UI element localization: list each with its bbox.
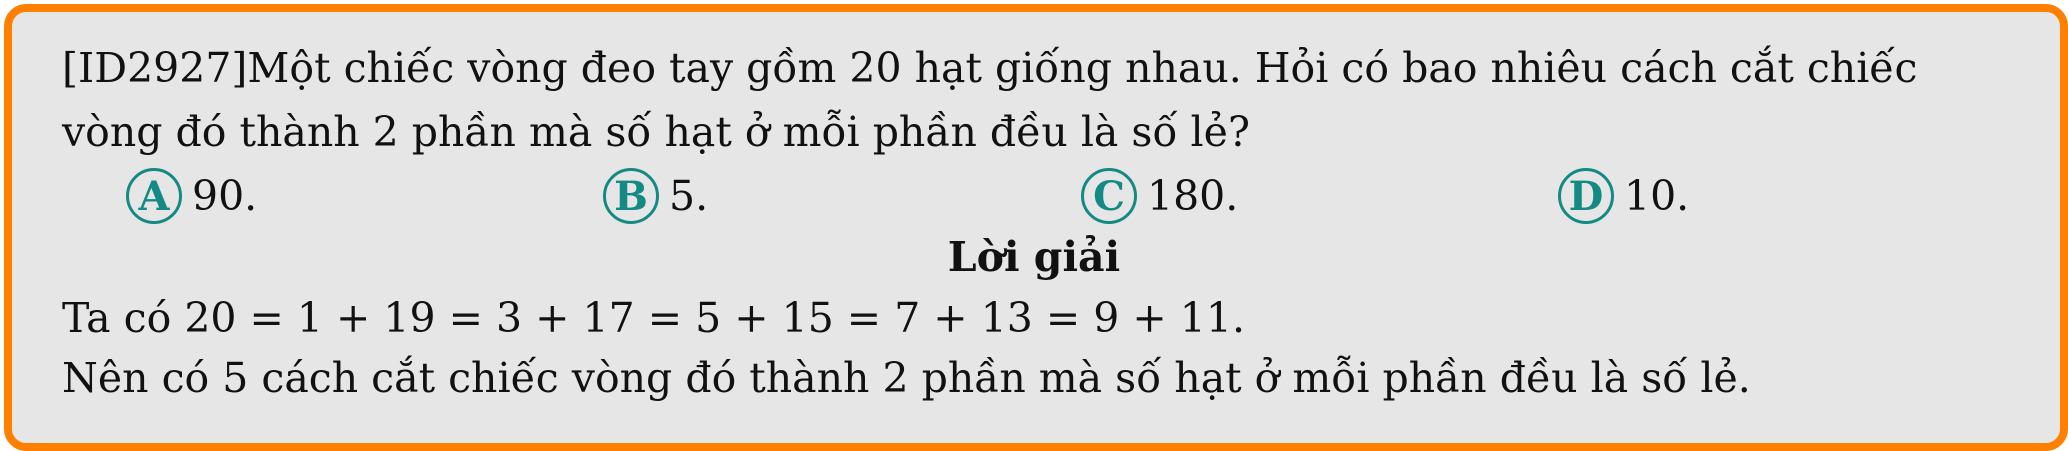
option-c-badge: C [1081,168,1137,224]
solution-line-2: Nên có 5 cách cắt chiếc vòng đó thành 2 phần mà số hạt ở mỗi phần đều là số lẻ. [62,354,1751,402]
option-d-badge: D [1558,168,1614,224]
option-b-badge: B [603,168,659,224]
option-c-text: 180. [1147,172,1239,220]
option-d-text: 10. [1624,172,1690,220]
question-line-1: [ID2927]Một chiếc vòng đeo tay gồm 20 hạt giống nhau. Hỏi có bao nhiêu cách cắt chiếc [62,44,1918,92]
option-d[interactable] [1558,166,1689,226]
option-a[interactable] [126,166,257,226]
option-a-text: 90. [192,172,258,220]
question-line-2: vòng đó thành 2 phần mà số hạt ở mỗi phần đều là số lẻ? [62,108,1250,156]
solution-title: Lời giải [947,233,1121,281]
option-b-text: 5. [669,172,709,220]
option-a-badge: A [126,168,182,224]
option-c[interactable] [1081,166,1238,226]
option-b[interactable] [603,166,708,226]
solution-line-1: Ta có 20 = 1 + 19 = 3 + 17 = 5 + 15 = 7 + 13 = 9 + 11. [62,294,1245,342]
